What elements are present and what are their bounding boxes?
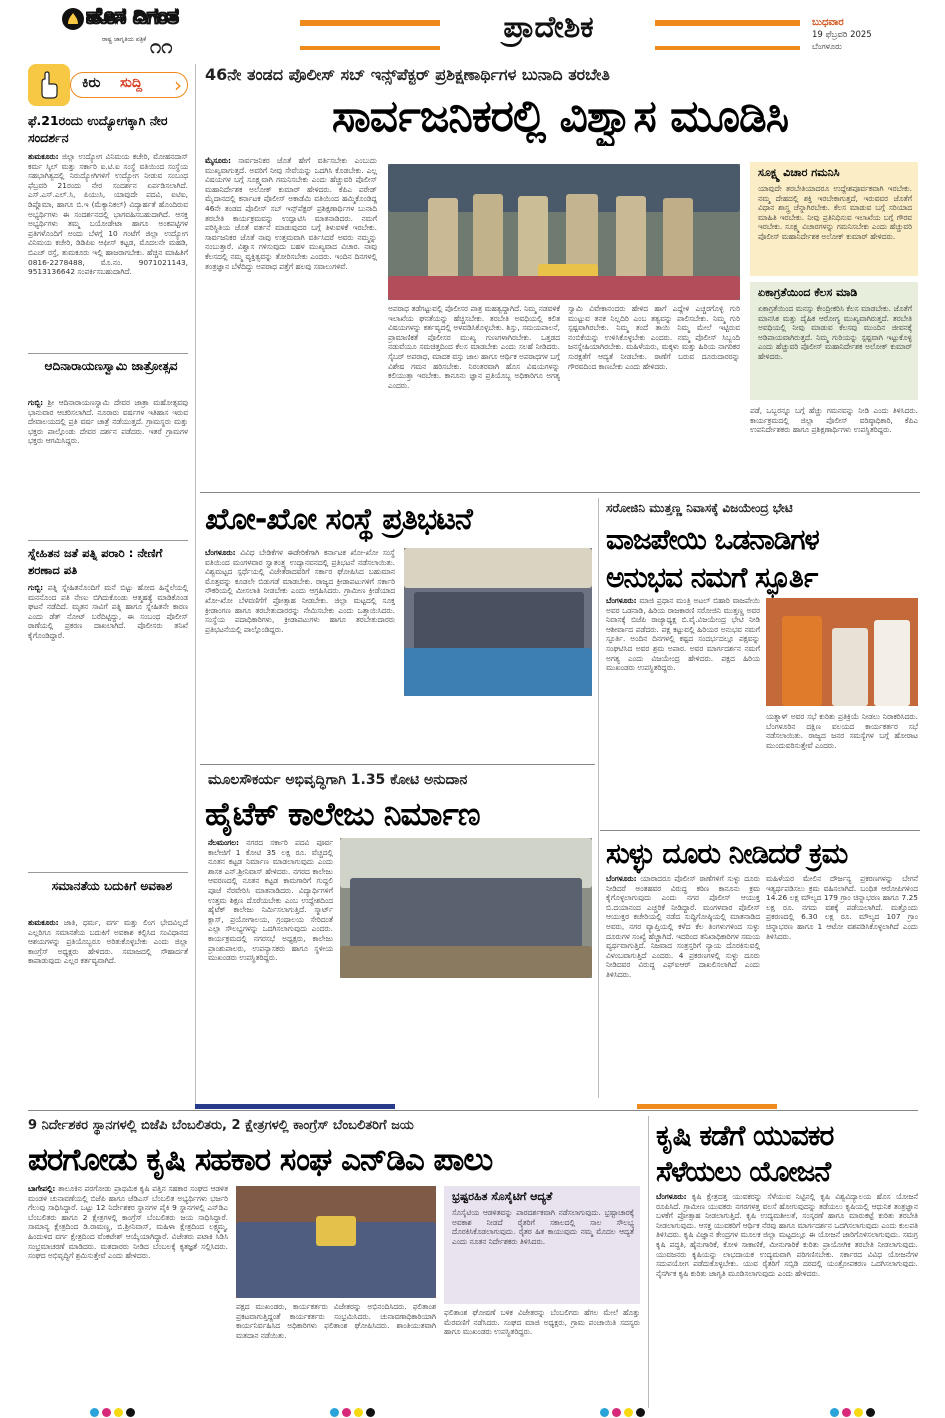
brief-dateline: ತುಮಕೂರು: bbox=[28, 918, 59, 927]
brief-3 bbox=[28, 545, 188, 870]
page-number: ೧೧ bbox=[150, 34, 173, 58]
divider bbox=[28, 540, 188, 541]
registration-dot-magenta bbox=[842, 1408, 851, 1417]
kirusuddi-badge bbox=[28, 64, 188, 106]
logo-text: ಹೊಸ ದಿಗಂತ bbox=[86, 4, 179, 28]
registration-dot-magenta bbox=[612, 1408, 621, 1417]
sullu-col-2: ಮಹಿಳೆಯರ ಮೇಲಿನ ದೌರ್ಜನ್ಯ ಪ್ರಕರಣಗಳನ್ನು ಬೇಗನೆ ಇತ್ಯರ್ಥಪಡಿಸಲು ಕ್ರಮ ವಹಿಸಲಾಗಿದೆ. ಬಂಧಿತ ಆರೋಪಿಗಳಿಂದ 14.26 ಲಕ್ಷ ಮೌಲ್ಯದ 179 ಗ್ರಾಂ ಚಿನ್ನಾಭರಣ ಹಾಗೂ 7.25 ಲಕ್ಷ ರೂ. ನಗದು ವಶಕ್ಕೆ ಪಡೆಯಲಾಗಿದೆ. ಮತ್ತೊಂದು ಪ್ರಕರಣದಲ್ಲಿ 6.30 ಲಕ್ಷ ರೂ. ಮೌಲ್ಯದ 107 ಗ್ರಾಂ ಚಿನ್ನಾಭರಣ ಹಾಗೂ 1 ಆಟೋ ವಶಪಡಿಸಿಕೊಳ್ಳಲಾಗಿದೆ ಎಂದು ತಿಳಿಸಿದರು. bbox=[766, 874, 918, 941]
brief-text: ಜಾತಿ, ಧರ್ಮ, ವರ್ಗ ಮತ್ತು ಲಿಂಗ ಭೇದವಿಲ್ಲದೆ ಎಲ್ಲರಿಗೂ ಸಮಾನತೆಯ ಬದುಕಿಗೆ ಅವಕಾಶ ಕಲ್ಪಿಸಿದ ಸಂವಿಧಾನದ ಆಶಯಗಳನ್ನು ಪ್ರತಿಯೊಬ್ಬರೂ ಅರಿತುಕೊಳ್ಳಬೇಕು ಎಂದು ಜಿಲ್ಲಾ ಕಾಂಗ್ರೆಸ್ ಅಧ್ಯಕ್ಷರು ಹೇಳಿದರು. ಸಮಾಜದಲ್ಲಿ ಸೌಹಾರ್ದತೆ ಕಾಪಾಡುವುದು ಎಲ್ಲರ ಕರ್ತವ್ಯವಾಗಿದೆ. bbox=[28, 918, 188, 966]
registration-dot-black bbox=[366, 1408, 375, 1417]
section-rule bbox=[28, 1110, 918, 1111]
stage-floor bbox=[388, 276, 740, 300]
uniform-figure bbox=[616, 196, 646, 278]
divider bbox=[28, 353, 188, 354]
brief-title: ಸ್ನೇಹಿತನ ಜತೆ ಪತ್ನಿ ಪರಾರಿ : ನೇಣಿಗೆ ಶರಣಾದ ಪತಿ bbox=[28, 546, 163, 577]
logo-icon bbox=[62, 8, 84, 30]
divider bbox=[28, 872, 188, 873]
lead-col-2: ಅಪರಾಧ ತಡೆಗಟ್ಟುವಲ್ಲಿ ಪೊಲೀಸರ ಪಾತ್ರ ಮಹತ್ವದ್ದಾಗಿದೆ. ನಿಮ್ಮ ನಡವಳಿಕೆ ಇಲಾಖೆಯ ಘನತೆಯನ್ನು ಹೆಚ್ಚಿಸಬೇಕು. ತರಬೇತಿ ಅವಧಿಯಲ್ಲಿ ಕಲಿತ ವಿಷಯಗಳನ್ನು ಕರ್ತವ್ಯದಲ್ಲಿ ಅಳವಡಿಸಿಕೊಳ್ಳಬೇಕು. ಶಿಸ್ತು, ಸಮಯಪಾಲನೆ, ಪ್ರಾಮಾಣಿಕತೆ ಪೊಲೀಸರ ಮುಖ್ಯ ಗುಣಗಳಾಗಿರಬೇಕು. ಒತ್ತಡದ ನಡುವೆಯೂ ಸಮಚಿತ್ತದಿಂದ ಕೆಲಸ ಮಾಡಬೇಕು ಎಂದು ಸಲಹೆ ನೀಡಿದರು. ಸೈಬರ್ ಅಪರಾಧ, ಮಾದಕ ವಸ್ತು ಜಾಲ ಹಾಗೂ ಆರ್ಥಿಕ ಅಪರಾಧಗಳ ಬಗ್ಗೆ ವಿಶೇಷ ಗಮನ ಹರಿಸಬೇಕು. ನಿರಂತರವಾಗಿ ಹೊಸ ವಿಷಯಗಳನ್ನು ಕಲಿಯುತ್ತಾ ಇರಬೇಕು. ಕಾನೂನು ಜ್ಞಾನ ಪ್ರತಿಯೊಬ್ಬ ಅಧಿಕಾರಿಗೂ ಅಗತ್ಯ ಎಂದರು. bbox=[388, 304, 560, 390]
kho-dateline: ಬೆಂಗಳೂರು: bbox=[205, 548, 236, 557]
sangha-photo bbox=[236, 1186, 436, 1298]
vaj-headline-1: ವಾಜಪೇಯಿ ಒಡನಾಡಿಗಳ bbox=[606, 523, 819, 556]
brief-text: ಶ್ರೀ ಆದಿನಾರಾಯಣಸ್ವಾಮಿ ದೇವರ ಜಾತ್ರಾ ಮಹೋತ್ಸವವು ಭಾನುವಾರ ಆಚರಿಸಲಾಗಿದೆ. ನೂರಾರು ವರ್ಷಗಳ ಇತಿಹಾಸ ಇರುವ ದೇವಾಲಯದಲ್ಲಿ ಪ್ರತಿ ವರ್ಷ ಜಾತ್ರೆ ನಡೆಯುತ್ತದೆ. ಗ್ರಾಮಸ್ಥರು ಮತ್ತು ಭಕ್ತರು ಪಾಲ್ಗೊಂಡು ದೇವರ ದರ್ಶನ ಪಡೆದರು. ಇತರೆ ಗ್ರಾಮಗಳ ಭಕ್ತರು ಆಗಮಿಸಿದ್ದರು. bbox=[28, 398, 188, 446]
column-rule bbox=[195, 64, 196, 1104]
side-box-1 bbox=[750, 162, 918, 276]
lead-col-4: ಪಡೆ, ಒಬ್ಬರನ್ನೂ ಬಗ್ಗೆ ಹೆಚ್ಚು ಗಮನವನ್ನು ನೀಡಿ ಎಂದು ತಿಳಿಸಿದರು. ಕಾರ್ಯಕ್ರಮದಲ್ಲಿ ಜಿಲ್ಲಾ ಪೊಲೀಸ್ ವರಿಷ್ಠಾಧಿಕಾರಿ, ಕೆಪಿಎ ಉಪನಿರ್ದೇಶಕರು ಹಾಗೂ ಪ್ರಶಿಕ್ಷಣಾರ್ಥಿಗಳು ಉಪಸ್ಥಿತರಿದ್ದರು. bbox=[750, 406, 918, 435]
color-strip-orange bbox=[637, 1104, 777, 1109]
brief-4 bbox=[28, 878, 188, 1096]
uniform-figure bbox=[663, 198, 693, 278]
brief-dateline: ಗುಬ್ಬಿ: bbox=[28, 583, 44, 592]
uniform-figure bbox=[428, 198, 458, 278]
kho-photo bbox=[404, 548, 592, 696]
kho-headline: ಖೋ-ಖೋ ಸಂಸ್ಥೆ ಪ್ರತಿಭಟನೆ bbox=[205, 502, 472, 537]
sangha-headline: ಪರಗೋಡು ಕೃಷಿ ಸಹಕಾರ ಸಂಘ ಎನ್‌ಡಿಎ ಪಾಲು bbox=[28, 1142, 493, 1178]
sangha-text: ತಾಲೂಕಿನ ಪರಗೋಡು ಪ್ರಾಥಮಿಕ ಕೃಷಿ ಪತ್ತಿನ ಸಹಕಾರ ಸಂಘದ ಆಡಳಿತ ಮಂಡಳಿ ಚುನಾವಣೆಯಲ್ಲಿ ಬಿಜೆಪಿ ಹಾಗೂ ಜೆಡಿಎಸ್ ಬೆಂಬಲಿತ ಅಭ್ಯರ್ಥಿಗಳು ಭರ್ಜರಿ ಗೆಲುವು ಸಾಧಿಸಿದ್ದಾರೆ. ಒಟ್ಟು 12 ನಿರ್ದೇಶಕರ ಸ್ಥಾನಗಳ ಪೈಕಿ 9 ಸ್ಥಾನಗಳಲ್ಲಿ ಎನ್‌ಡಿಎ ಬೆಂಬಲಿತರು ಹಾಗೂ 2 ಕ್ಷೇತ್ರಗಳಲ್ಲಿ ಕಾಂಗ್ರೆಸ್ ಬೆಂಬಲಿತರು ಜಯ ಸಾಧಿಸಿದ್ದಾರೆ. ಸಾಮಾನ್ಯ ಕ್ಷೇತ್ರದಿಂದ ಡಿ.ರಾಮಣ್ಣ, ಬಿ.ಶ್ರೀನಿವಾಸ್, ಮಹಿಳಾ ಕ್ಷೇತ್ರದಿಂದ ಲಕ್ಷ್ಮಮ್ಮ, ಹಿಂದುಳಿದ ವರ್ಗ ಕ್ಷೇತ್ರದಿಂದ ವೆಂಕಟೇಶ್ ಆಯ್ಕೆಯಾಗಿದ್ದಾರೆ. ವಿಜೇತರು ಪಟಾಕಿ ಸಿಡಿಸಿ ಸಂಭ್ರಮಾಚರಣೆ ಮಾಡಿದರು. ಮತದಾರರು ನೀಡಿದ ಬೆಂಬಲಕ್ಕೆ ಕೃತಜ್ಞತೆ ಸಲ್ಲಿಸಿದರು. ಸಂಘದ ಅಭಿವೃದ್ಧಿಗೆ ಶ್ರಮಿಸುತ್ತೇವೆ ಎಂದು ಹೇಳಿದರು. bbox=[28, 1184, 228, 1261]
sullu-headline: ಸುಳ್ಳು ದೂರು ನೀಡಿದರೆ ಕ್ರಮ bbox=[606, 837, 848, 870]
column-rule bbox=[648, 1116, 649, 1408]
person bbox=[832, 628, 868, 706]
crowd-front bbox=[404, 648, 592, 696]
brief-text: ಜಿಲ್ಲಾ ಉದ್ಯೋಗ ವಿನಿಮಯ ಕಚೇರಿ, ಮೋಹನದಾಸ್ ಕರ್ಮ ಸ್ಕಿಲ್ ಮತ್ತು ಸರ್ಕಾರಿ ಐ.ಟಿ.ಐ ಸಂಸ್ಥೆ ವತಿಯಿಂದ ಸಂಸ್ಥೆಯ ಸಹಭಾಗಿತ್ವದಲ್ಲಿ ನಿರುದ್ಯೋಗಿಗಳಿಗೆ ಉದ್ಯೋಗ ನೀಡುವ ಸಂಬಂಧ ಫೆಬ್ರವರಿ 21ರಂದು ನೇರ ಸಂದರ್ಶನ ಏರ್ಪಡಿಸಲಾಗಿದೆ. ಎಸ್‌.ಎಸ್‌.ಎಲ್‌.ಸಿ, ಪಿಯುಸಿ, ಯಾವುದೇ ಪದವಿ, ಐಟಿಐ, ಡಿಪ್ಲೊಮಾ, ಹಾಗೂ ಬಿ.ಇ (ಮೆಕ್ಯಾನಿಕಲ್) ವಿದ್ಯಾರ್ಹತೆ ಹೊಂದಿರುವ ಅಭ್ಯರ್ಥಿಗಳು ಈ ಸಂದರ್ಶನದಲ್ಲಿ ಭಾಗವಹಿಸಬಹುದಾಗಿದೆ. ಆಸಕ್ತ ಅಭ್ಯರ್ಥಿಗಳು ತಮ್ಮ ಬಯೋಡೇಟಾ ಹಾಗೂ ಅಂಕಪಟ್ಟಿಗಳ ಪ್ರತಿಗಳೊಂದಿಗೆ ಅಂದು ಬೆಳಗ್ಗೆ 10 ಗಂಟೆಗೆ ಜಿಲ್ಲಾ ಉದ್ಯೋಗ ವಿನಿಮಯ ಕಚೇರಿ, ಡಿಡಿಪಿಐ ಆಫೀಸ್ ಕಟ್ಟಡ, ಮೊದಲನೇ ಮಹಡಿ, ಬಿಎಚ್ ರಸ್ತೆ, ತುಮಕೂರು ಇಲ್ಲಿ ಹಾಜರಾಗಬೇಕು. ಹೆಚ್ಚಿನ ಮಾಹಿತಿಗೆ 0816-2278488, ಮೊ.ನಂ. 9071021143, 9513136642 ಸಂಪರ್ಕಿಸಬಹುದಾಗಿದೆ. bbox=[28, 152, 188, 277]
logo-tagline: ರಾಷ್ಟ್ರ ಜಾಗೃತಿಯ ಪತ್ರಿಕೆ bbox=[102, 36, 147, 43]
registration-dot-black bbox=[866, 1408, 875, 1417]
lead-col-3: ಸ್ವಾಮಿ ವಿವೇಕಾನಂದರು ಹೇಳಿದ ಹಾಗೆ ಎದ್ದೇಳಿ ಎಚ್ಚರಗೊಳ್ಳಿ ಗುರಿ ಮುಟ್ಟುವ ತನಕ ನಿಲ್ಲದಿರಿ ಎಂಬ ತತ್ವವನ್ನು ಪಾಲಿಸಬೇಕು. ನಿಮ್ಮ ಗುರಿ ಸ್ಪಷ್ಟವಾಗಿರಬೇಕು. ನಿಮ್ಮ ತಂದೆ ತಾಯಿ ನಿಮ್ಮ ಮೇಲೆ ಇಟ್ಟಿರುವ ನಂಬಿಕೆಯನ್ನು ಉಳಿಸಿಕೊಳ್ಳಬೇಕು ಎಂದರು. ನಮ್ಮ ಪೊಲೀಸ್ ಸಿಬ್ಬಂದಿ ಜನಸ್ನೇಹಿಯಾಗಿರಬೇಕು. ಮಹಿಳೆಯರು, ಮಕ್ಕಳು ಮತ್ತು ಹಿರಿಯ ನಾಗರಿಕರ ಸುರಕ್ಷತೆಗೆ ಆದ್ಯತೆ ನೀಡಬೇಕು. ಠಾಣೆಗೆ ಬರುವ ದೂರುದಾರರನ್ನು ಗೌರವದಿಂದ ಕಾಣಬೇಕು ಎಂದು ಹೇಳಿದರು. bbox=[568, 304, 740, 371]
bhrasht-box bbox=[444, 1186, 640, 1304]
kirusuddi-label-a: ಕಿರು bbox=[82, 75, 101, 91]
registration-dot-cyan bbox=[90, 1408, 99, 1417]
sangha-col-1 bbox=[28, 1184, 228, 1408]
sullu-col-1 bbox=[606, 874, 760, 1096]
sullu-text: ಯಾರಾದರೂ ಪೊಲೀಸ್ ಠಾಣೆಗಳಿಗೆ ಸುಳ್ಳು ದೂರು ನೀಡಿದರೆ ಅಂತಹವರ ವಿರುದ್ಧ ಕಠಿಣ ಕಾನೂನು ಕ್ರಮ ಕೈಗೊಳ್ಳಲಾಗುವುದು ಎಂದು ನಗರ ಪೊಲೀಸ್ ಆಯುಕ್ತ ಬಿ.ದಯಾನಂದ ಎಚ್ಚರಿಕೆ ನೀಡಿದ್ದಾರೆ. ಮಂಗಳವಾರ ಪೊಲೀಸ್ ಆಯುಕ್ತರ ಕಚೇರಿಯಲ್ಲಿ ನಡೆದ ಸುದ್ದಿಗೋಷ್ಠಿಯಲ್ಲಿ ಮಾತನಾಡಿದ ಅವರು, ನಗರ ವ್ಯಾಪ್ತಿಯಲ್ಲಿ ಕಳೆದ ಕೆಲ ತಿಂಗಳುಗಳಿಂದ ಸುಳ್ಳು ದೂರುಗಳ ಸಂಖ್ಯೆ ಹೆಚ್ಚಾಗಿದೆ. ಇದರಿಂದ ತನಿಖಾಧಿಕಾರಿಗಳ ಸಮಯ ವ್ಯರ್ಥವಾಗುತ್ತಿದೆ. ನಿಜವಾದ ಸಂತ್ರಸ್ತರಿಗೆ ನ್ಯಾಯ ದೊರಕಿಸುವಲ್ಲಿ ವಿಳಂಬವಾಗುತ್ತಿದೆ ಎಂದರು. 4 ಪ್ರಕರಣಗಳಲ್ಲಿ ಸುಳ್ಳು ದೂರು ನೀಡಿದವರ ವಿರುದ್ಧ ಎಫ್‌ಐಆರ್ ದಾಖಲಿಸಲಾಗಿದೆ ಎಂದು ತಿಳಿಸಿದರು. bbox=[606, 874, 760, 979]
weekday: ಬುಧವಾರ bbox=[812, 17, 844, 28]
lead-headline: ಸಾರ್ವಜನಿಕರಲ್ಲಿ ವಿಶ್ವಾಸ ಮೂಡಿಸಿ bbox=[331, 91, 789, 142]
kho-text: ವಿವಿಧ ಬೇಡಿಕೆಗಳ ಈಡೇರಿಕೆಗಾಗಿ ಕರ್ನಾಟಕ ಖೋ-ಖೋ ಸಂಸ್ಥೆ ವತಿಯಿಂದ ಮಂಗಳವಾರ ಸ್ವಾತಂತ್ರ್ಯ ಉದ್ಯಾನವನದಲ್ಲಿ ಪ್ರತಿಭಟನೆ ನಡೆಸಲಾಯಿತು. ವಿಶ್ವಮಟ್ಟದ ಸ್ಪರ್ಧೆಯಲ್ಲಿ ವಿಜೇತರಾದವರಿಗೆ ಸರ್ಕಾರ ಘೋಷಿಸಿದ ಬಹುಮಾನ ಮೊತ್ತವನ್ನು ಕೂಡಲೇ ಬಿಡುಗಡೆ ಮಾಡಬೇಕು. ರಾಜ್ಯದ ಕ್ರೀಡಾಪಟುಗಳಿಗೆ ಸರ್ಕಾರಿ ನೌಕರಿಯಲ್ಲಿ ಮೀಸಲಾತಿ ನೀಡಬೇಕು ಎಂದು ಆಗ್ರಹಿಸಿದರು. ಗ್ರಾಮೀಣ ಕ್ರೀಡೆಯಾದ ಖೋ-ಖೋ ಬೆಳವಣಿಗೆಗೆ ಪ್ರೋತ್ಸಾಹ ನೀಡಬೇಕು. ಜಿಲ್ಲಾ ಮಟ್ಟದಲ್ಲಿ ಸೂಕ್ತ ಕ್ರೀಡಾಂಗಣ ಹಾಗೂ ತರಬೇತುದಾರರನ್ನು ನೇಮಿಸಬೇಕು ಎಂದು ಒತ್ತಾಯಿಸಿದರು. ಸಂಸ್ಥೆಯ ಪದಾಧಿಕಾರಿಗಳು, ಕ್ರೀಡಾಪಟುಗಳು ಹಾಗೂ ತರಬೇತುದಾರರು ಪ್ರತಿಭಟನೆಯಲ್ಲಿ ಪಾಲ್ಗೊಂಡಿದ್ದರು. bbox=[205, 548, 395, 634]
col-text: ನಗರದ ಸರ್ಕಾರಿ ಪದವಿ ಪೂರ್ವ ಕಾಲೇಜಿಗೆ 1 ಕೋಟಿ 35 ಲಕ್ಷ ರೂ. ವೆಚ್ಚದಲ್ಲಿ ನೂತನ ಕಟ್ಟಡ ನಿರ್ಮಾಣ ಮಾಡಲಾಗುವುದು ಎಂದು ಶಾಸಕ ಎನ್.ಶ್ರೀನಿವಾಸ್ ಹೇಳಿದರು. ನಗರದ ಕಾಲೇಜು ಆವರಣದಲ್ಲಿ ನೂತನ ಕಟ್ಟಡ ಕಾಮಗಾರಿಗೆ ಗುದ್ದಲಿ ಪೂಜೆ ನೆರವೇರಿಸಿ ಮಾತನಾಡಿದರು. ವಿದ್ಯಾರ್ಥಿಗಳಿಗೆ ಉತ್ತಮ ಶಿಕ್ಷಣ ದೊರೆಯಬೇಕು ಎಂಬ ಉದ್ದೇಶದಿಂದ ಹೈಟೆಕ್ ಕಾಲೇಜು ನಿರ್ಮಿಸಲಾಗುತ್ತಿದೆ. ಸ್ಮಾರ್ಟ್ ಕ್ಲಾಸ್, ಪ್ರಯೋಗಾಲಯ, ಗ್ರಂಥಾಲಯ ಸೇರಿದಂತೆ ಎಲ್ಲಾ ಸೌಲಭ್ಯಗಳನ್ನು ಒದಗಿಸಲಾಗುವುದು ಎಂದರು. ಕಾರ್ಯಕ್ರಮದಲ್ಲಿ ನಗರಸಭೆ ಅಧ್ಯಕ್ಷರು, ಕಾಲೇಜು ಪ್ರಾಂಶುಪಾಲರು, ಉಪನ್ಯಾಸಕರು ಹಾಗೂ ಸ್ಥಳೀಯ ಮುಖಂಡರು ಉಪಸ್ಥಿತರಿದ್ದರು. bbox=[208, 838, 333, 963]
brief-2 bbox=[28, 358, 188, 538]
registration-dot-yellow bbox=[854, 1408, 863, 1417]
section-title: ಪ್ರಾದೇಶಿಕ bbox=[503, 10, 594, 45]
brief-title: ಫೆ.21ರಂದು ಉದ್ಯೋಗಕ್ಕಾಗಿ ನೇರ ಸಂದರ್ಶನ bbox=[28, 113, 168, 145]
bhrasht-title: ಭ್ರಷ್ಟರಹಿತ ಸೊಸೈಟಿಗೆ ಆದ್ಯತೆ bbox=[452, 1190, 553, 1203]
registration-dot-black bbox=[126, 1408, 135, 1417]
registration-dot-yellow bbox=[624, 1408, 633, 1417]
kho-col-2 bbox=[404, 700, 592, 748]
krishi-text: ಕೃಷಿ ಕ್ಷೇತ್ರದತ್ತ ಯುವಕರನ್ನು ಸೆಳೆಯುವ ನಿಟ್ಟಿನಲ್ಲಿ ಕೃಷಿ ವಿಶ್ವವಿದ್ಯಾಲಯ ಹೊಸ ಯೋಜನೆ ರೂಪಿಸಿದೆ. ಗ್ರಾಮೀಣ ಯುವಕರು ನಗರಗಳತ್ತ ವಲಸೆ ಹೋಗುವುದನ್ನು ತಡೆಯಲು ಕೃಷಿಯಲ್ಲಿ ಆಧುನಿಕ ತಂತ್ರಜ್ಞಾನ ಬಳಕೆಗೆ ಪ್ರೋತ್ಸಾಹ ನೀಡಲಾಗುತ್ತಿದೆ. ಕೃಷಿ ಉದ್ಯಮಶೀಲತೆ, ಸಂಸ್ಕರಣೆ ಹಾಗೂ ಮಾರುಕಟ್ಟೆ ಕುರಿತು ತರಬೇತಿ ನೀಡಲಾಗುವುದು. ಆಸಕ್ತ ಯುವಕರಿಗೆ ಆರ್ಥಿಕ ನೆರವು ಹಾಗೂ ಮಾರ್ಗದರ್ಶನ ಒದಗಿಸಲಾಗುವುದು ಎಂದು ಕುಲಪತಿ ತಿಳಿಸಿದರು. ಕೃಷಿ ವಿಜ್ಞಾನ ಕೇಂದ್ರಗಳ ಮೂಲಕ ಜಿಲ್ಲಾ ಮಟ್ಟದಲ್ಲೂ ಈ ಯೋಜನೆ ಜಾರಿಗೊಳಿಸಲಾಗುವುದು. ಸಮಗ್ರ ಕೃಷಿ ಪದ್ಧತಿ, ಹೈನುಗಾರಿಕೆ, ಕೋಳಿ ಸಾಕಾಣಿಕೆ, ಮೀನುಗಾರಿಕೆ ಕುರಿತು ಪ್ರಾಯೋಗಿಕ ತರಬೇತಿ ನೀಡಲಾಗುವುದು. ಯುವಜನರು ಕೃಷಿಯನ್ನು ಲಾಭದಾಯಕ ಉದ್ಯಮವಾಗಿ ಪರಿಗಣಿಸಬೇಕು. ಸರ್ಕಾರದ ವಿವಿಧ ಯೋಜನೆಗಳ ಸದುಪಯೋಗ ಪಡೆದುಕೊಳ್ಳಬೇಕು. ಯುವ ರೈತರಿಗೆ ಸಬ್ಸಿಡಿ ದರದಲ್ಲಿ ಯಂತ್ರೋಪಕರಣ ಒದಗಿಸಲಾಗುವುದು. ನೈಸರ್ಗಿಕ ಕೃಷಿ ಕುರಿತು ಜಾಗೃತಿ ಮೂಡಿಸಲಾಗುವುದು ಎಂದು ಹೇಳಿದರು. bbox=[656, 1192, 918, 1278]
krishi-dateline: ಬೆಂಗಳೂರು: bbox=[656, 1192, 687, 1201]
registration-dot-magenta bbox=[102, 1408, 111, 1417]
person bbox=[782, 616, 822, 706]
edition-city: ಬೆಂಗಳೂರು bbox=[812, 42, 842, 51]
side-box-title: ಸೂಕ್ಷ್ಮ ವಿಚಾರ ಗಮನಿಸಿ bbox=[758, 166, 840, 179]
sangha-dateline: ಬಾಗೇಪಲ್ಲಿ: bbox=[28, 1184, 56, 1193]
side-box-title: ಏಕಾಗ್ರತೆಯಿಂದ ಕೆಲಸ ಮಾಡಿ bbox=[758, 286, 858, 299]
krishi-headline-2: ಸೆಳೆಯಲು ಯೋಜನೆ bbox=[656, 1155, 831, 1188]
column-rule bbox=[598, 498, 599, 1098]
brief-body bbox=[28, 152, 188, 348]
registration-dot-black bbox=[636, 1408, 645, 1417]
ground bbox=[340, 946, 592, 978]
lead-kicker: 46ನೇ ತಂಡದ ಪೊಲೀಸ್ ಸಬ್ ಇನ್ಸ್‌ಪೆಕ್ಟರ್ ಪ್ರಶಿಕ್ಷಣಾರ್ಥಿಗಳ ಬುನಾದಿ ತರಬೇತಿ bbox=[205, 65, 610, 84]
brief-title: ಸಮಾನತೆಯ ಬದುಕಿಗೆ ಅವಕಾಶ bbox=[51, 879, 173, 893]
crowd bbox=[414, 592, 584, 652]
col-headline: ಹೈಟೆಕ್ ಕಾಲೇಜು ನಿರ್ಮಾಣ bbox=[205, 795, 480, 833]
sullu-dateline: ಬೆಂಗಳೂರು: bbox=[606, 874, 637, 883]
garland bbox=[316, 1216, 356, 1246]
vaj-caption: ಯತ್ನಾಳ್ ಅವರ ಸಭೆ ಕುರಿತು ಪ್ರತಿಕ್ರಿಯೆ ನೀಡಲು ನಿರಾಕರಿಸಿದರು. ಬೆಂಗಳೂರಿನ ದಕ್ಷಿಣ ವಲಯದ ಕಾರ್ಯಕರ್ತರ ಸಭೆ ನಡೆಸಲಾಯಿತು. ರಾಜ್ಯದ ಜನರ ಸಮಸ್ಯೆಗಳ ಬಗ್ಗೆ ಹೋರಾಟ ಮುಂದುವರಿಸುತ್ತೇವೆ ಎಂದರು. bbox=[766, 712, 918, 750]
brief-1 bbox=[28, 112, 188, 350]
section-rule bbox=[600, 830, 920, 831]
sangha-col-2: ಪಕ್ಷದ ಮುಖಂಡರು, ಕಾರ್ಯಕರ್ತರು ವಿಜೇತರನ್ನು ಅಭಿನಂದಿಸಿದರು. ಫಲಿತಾಂಶ ಪ್ರಕಟವಾಗುತ್ತಿದ್ದಂತೆ ಕಾರ್ಯಕರ್ತರು ಸಂಭ್ರಮಿಸಿದರು. ಚುನಾವಣಾಧಿಕಾರಿಯಾಗಿ ಕಾರ್ಯನಿರ್ವಹಿಸಿದ ಅಧಿಕಾರಿಗಳು ಫಲಿತಾಂಶ ಘೋಷಿಸಿದರು. ಶಾಂತಿಯುತವಾಗಿ ಮತದಾನ ನಡೆಯಿತು. bbox=[236, 1302, 436, 1340]
bhrasht-text: ಸೊಸೈಟಿಯ ಆಡಳಿತವನ್ನು ಪಾರದರ್ಶಕವಾಗಿ ನಡೆಸಲಾಗುವುದು. ಭ್ರಷ್ಟಾಚಾರಕ್ಕೆ ಅವಕಾಶ ನೀಡದೆ ರೈತರಿಗೆ ಸಕಾಲದಲ್ಲಿ ಸಾಲ ಸೌಲಭ್ಯ ದೊರಕಿಸಿಕೊಡಲಾಗುವುದು. ರೈತರ ಹಿತ ಕಾಯುವುದು ನಮ್ಮ ಮೊದಲ ಆದ್ಯತೆ ಎಂದು ನೂತನ ನಿರ್ದೇಶಕರು ತಿಳಿಸಿದರು. bbox=[452, 1208, 634, 1246]
registration-dot-yellow bbox=[354, 1408, 363, 1417]
sangha-col-3: ಫಲಿತಾಂಶ ಘೋಷಣೆ ಬಳಿಕ ವಿಜೇತರನ್ನು ಬೆಂಬಲಿಗರು ಹೆಗಲ ಮೇಲೆ ಹೊತ್ತು ಮೆರವಣಿಗೆ ನಡೆಸಿದರು. ಸಂಘದ ಮಾಜಿ ಅಧ್ಯಕ್ಷರು, ಗ್ರಾಮ ಪಂಚಾಯಿತಿ ಸದಸ್ಯರು ಹಾಗೂ ಮುಖಂಡರು ಉಪಸ್ಥಿತರಿದ್ದರು. bbox=[444, 1308, 640, 1337]
section-rule bbox=[200, 764, 595, 765]
brief-body bbox=[28, 583, 188, 868]
brief-dateline: ಗುಬ್ಬಿ: bbox=[28, 398, 44, 407]
color-strip-blue bbox=[195, 1104, 395, 1109]
vaj-body bbox=[606, 596, 760, 826]
kirusuddi-label-b: ಸುದ್ದಿ bbox=[120, 75, 143, 91]
group bbox=[350, 878, 582, 948]
lead-photo bbox=[388, 164, 740, 300]
kho-col-1 bbox=[205, 548, 395, 748]
chevron-icon: › bbox=[174, 73, 182, 97]
vaj-kicker: ಸರೋಜಿನಿ ಮುತ್ತಣ್ಣ ನಿವಾಸಕ್ಕೆ ವಿಜಯೇಂದ್ರ ಭೇಟಿ bbox=[606, 501, 793, 515]
registration-dot-cyan bbox=[830, 1408, 839, 1417]
side-box-2 bbox=[750, 282, 918, 400]
protest-banner bbox=[404, 548, 592, 588]
section-rule bbox=[200, 492, 920, 493]
krishi-headline-1: ಕೃಷಿ ಕಡೆಗೆ ಯುವಕರ bbox=[656, 1119, 834, 1152]
brief-body bbox=[28, 398, 188, 534]
lead-col-1 bbox=[205, 156, 377, 486]
brief-title: ಆದಿನಾರಾಯಣಸ್ವಾಮಿ ಜಾತ್ರೋತ್ಸವ bbox=[44, 359, 178, 373]
col-kicker: ಮೂಲಸೌಕರ್ಯ ಅಭಿವೃದ್ಧಿಗಾಗಿ 1.35 ಕೋಟಿ ಅನುದಾನ bbox=[208, 772, 468, 788]
sangha-kicker: 9 ನಿರ್ದೇಶಕರ ಸ್ಥಾನಗಳಲ್ಲಿ ಬಿಜೆಪಿ ಬೆಂಬಲಿತರು, 2 ಕ್ಷೇತ್ರಗಳಲ್ಲಿ ಕಾಂಗ್ರೆಸ್ ಬೆಂಬಲಿತರಿಗೆ ಜಯ bbox=[28, 1118, 414, 1133]
brief-dateline: ತುಮಕೂರು: bbox=[28, 152, 59, 161]
lead-text-1: ಸಾರ್ವಜನಿಕರ ಜೊತೆ ಹೇಗೆ ವರ್ತಿಸಬೇಕು ಎಂಬುದು ಮುಖ್ಯವಾಗುತ್ತದೆ. ಅವರಿಗೆ ನೀವು ಸೇವೆಯನ್ನು ಒದಗಿಸಿ ಕೊಡಬೇಕು. ಎಲ್ಲ ವಿಷಯಗಳ ಬಗ್ಗೆ ಸೂಕ್ಷ್ಮವಾಗಿ ಗಮನಿಸಬೇಕು ಎಂದು ಹೆಚ್ಚುವರಿ ಪೊಲೀಸ್ ಮಹಾನಿರ್ದೇಶಕ ಅಲೋಕ್ ಕುಮಾರ್ ಹೇಳಿದರು. ಕೆಪಿಎ ಪರೇಡ್ ಮೈದಾನದಲ್ಲಿ ಕರ್ನಾಟಕ ಪೊಲೀಸ್ ಅಕಾಡೆಮಿ ವತಿಯಿಂದ ಹಮ್ಮಿಕೊಂಡಿದ್ದ 46ನೇ ತಂಡದ ಪೊಲೀಸ್ ಸಬ್ ಇನ್ಸ್‌ಪೆಕ್ಟರ್ ಪ್ರಶಿಕ್ಷಣಾರ್ಥಿಗಳ ಬುನಾದಿ ತರಬೇತಿ ಕಾರ್ಯಕ್ರಮವನ್ನು ಉದ್ಘಾಟಿಸಿ ಮಾತನಾಡಿದರು. ನಮಗೆ ಪರಿಸ್ಥಿತಿಯ ಜೊತೆ ವರ್ತನೆ ಮಾಡುವುದರ ಬಗ್ಗೆ ತಿಳುವಳಿಕೆ ಇರಬೇಕು. ಸಾರ್ವಜನಿಕರ ಜೊತೆ ನಾವು ಉತ್ತಮವಾಗಿ ವರ್ತಿಸಿದರೆ ಅವರು ನಮ್ಮನ್ನು ನಂಬುತ್ತಾರೆ. ವಿಶ್ವಾಸ ಗಳಿಸುವುದು ಬಹಳ ಮುಖ್ಯವಾದ ವಿಚಾರ. ನಾವು ಕೆಲಸದಲ್ಲಿ ನಮ್ಮ ವ್ಯಕ್ತಿತ್ವವನ್ನು ತೋರಿಸಬೇಕು ಎಂದರು. ಇಂದಿನ ದಿನಗಳಲ್ಲಿ ತಂತ್ರಜ್ಞಾನ ಬೆಳೆದಿದ್ದು ಅಪರಾಧ ಪತ್ತೆಗೆ ಹಲವು ಸವಾಲುಗಳಿವೆ. bbox=[205, 156, 377, 271]
brief-text: ಪತ್ನಿ ಸ್ನೇಹಿತನೊಂದಿಗೆ ಮನೆ ಬಿಟ್ಟು ಹೋದ ಹಿನ್ನೆಲೆಯಲ್ಲಿ ಮನನೊಂದ ಪತಿ ನೇಣು ಬಿಗಿದುಕೊಂಡು ಆತ್ಮಹತ್ಯೆ ಮಾಡಿಕೊಂಡ ಘಟನೆ ನಡೆದಿದೆ. ಮೃತನ ಸಾವಿಗೆ ಪತ್ನಿ ಹಾಗೂ ಸ್ನೇಹಿತನೇ ಕಾರಣ ಎಂದು ಡೆತ್ ನೋಟ್ ಬರೆದಿಟ್ಟಿದ್ದು, ಈ ಸಂಬಂಧ ಪೊಲೀಸ್ ಠಾಣೆಯಲ್ಲಿ ಪ್ರಕರಣ ದಾಖಲಾಗಿದೆ. ಪೊಲೀಸರು ತನಿಖೆ ಕೈಗೊಂಡಿದ್ದಾರೆ. bbox=[28, 583, 188, 640]
issue-date: 19 ಫೆಬ್ರವರಿ 2025 bbox=[812, 30, 872, 40]
col-col-2 bbox=[340, 982, 592, 1096]
uniform-figure bbox=[473, 194, 503, 278]
col-dateline: ನೆಲಮಂಗಲ: bbox=[208, 838, 240, 847]
vaj-photo bbox=[766, 598, 918, 706]
vaj-dateline: ಬೆಂಗಳೂರು: bbox=[606, 596, 637, 605]
krishi-body bbox=[656, 1192, 918, 1408]
registration-dot-cyan bbox=[600, 1408, 609, 1417]
col-col-1 bbox=[208, 838, 333, 1096]
lead-dateline: ಮೈಸೂರು: bbox=[205, 156, 231, 165]
person bbox=[874, 620, 910, 706]
registration-dot-cyan bbox=[330, 1408, 339, 1417]
registration-dot-yellow bbox=[114, 1408, 123, 1417]
brief-body bbox=[28, 918, 188, 1094]
registration-dot-magenta bbox=[342, 1408, 351, 1417]
masthead bbox=[0, 0, 945, 60]
vaj-text: ಮಾಜಿ ಪ್ರಧಾನ ಮಂತ್ರಿ ಅಟಲ್ ಬಿಹಾರಿ ವಾಜಪೇಯಿ ಅವರ ಒಡನಾಡಿ, ಹಿರಿಯ ರಾಜಕಾರಣಿ ಸರೋಜಿನಿ ಮುತ್ತಣ್ಣ ಅವರ ನಿವಾಸಕ್ಕೆ ಬಿಜೆಪಿ ರಾಜ್ಯಾಧ್ಯಕ್ಷ ಬಿ.ವೈ.ವಿಜಯೇಂದ್ರ ಭೇಟಿ ನೀಡಿ ಆಶೀರ್ವಾದ ಪಡೆದರು. ಪಕ್ಷ ಕಟ್ಟುವಲ್ಲಿ ಹಿರಿಯರ ಅನುಭವ ನಮಗೆ ಸ್ಫೂರ್ತಿ. ಅಂದಿನ ದಿನಗಳಲ್ಲಿ ಕಷ್ಟದ ಸಂದರ್ಭದಲ್ಲೂ ಪಕ್ಷವನ್ನು ಸಂಘಟಿಸಿದ ಅವರ ಶ್ರಮ ಅಪಾರ. ಅವರ ಮಾರ್ಗದರ್ಶನ ನಮಗೆ ಅಗತ್ಯ ಎಂದು ವಿಜಯೇಂದ್ರ ಹೇಳಿದರು. ಪಕ್ಷದ ಹಿರಿಯ ಮುಖಂಡರು ಉಪಸ್ಥಿತರಿದ್ದರು. bbox=[606, 596, 760, 673]
side-box-text: ಏಕಾಗ್ರತೆಯಿಂದ ಮನಸ್ಸು ಕೇಂದ್ರೀಕರಿಸಿ ಕೆಲಸ ಮಾಡಬೇಕು. ಜೊತೆಗೆ ಮಾನಸಿಕ ಮತ್ತು ದೈಹಿಕ ಆರೋಗ್ಯ ಮುಖ್ಯವಾಗಿರುತ್ತದೆ. ತರಬೇತಿ ಅವಧಿಯಲ್ಲಿ ನೀವು ಮಾಡುವ ಕೆಲಸವು ಮುಂದಿನ ಜೀವನಕ್ಕೆ ಅಡಿಪಾಯವಾಗಿರುತ್ತದೆ. ನಿಮ್ಮ ಗುರಿಯನ್ನು ಸ್ಪಷ್ಟವಾಗಿ ಇಟ್ಟುಕೊಳ್ಳಿ ಎಂದು ಹೆಚ್ಚುವರಿ ಪೊಲೀಸ್ ಮಹಾನಿರ್ದೇಶಕ ಅಲೋಕ್ ಕುಮಾರ್ ಹೇಳಿದರು. bbox=[758, 304, 912, 361]
side-box-text: ಯಾವುದೇ ತರಬೇತಿಯಾದರೂ ಉದ್ದೇಶಪೂರ್ವಕವಾಗಿ ಇರಬೇಕು. ನಮ್ಮ ದೇಹದಲ್ಲಿ ಶಕ್ತಿ ಇರಬೇಕಾಗುತ್ತದೆ, ಇರುವವರ ಜೊತೆಗೆ ವಿಧಾನ ಶಾಸ್ತ್ರ ಚೆನ್ನಾಗಿರಬೇಕು. ಕೆಲಸ ಮಾಡುವ ಬಗ್ಗೆ ಸರಿಯಾದ ಮಾಹಿತಿ ಇರಬೇಕು. ನೀವು ಪ್ರತಿನಿಧಿಸುವ ಇಲಾಖೆಯ ಬಗ್ಗೆ ಗೌರವ ಇರಬೇಕು. ಸೂಕ್ಷ್ಮ ವಿಚಾರಗಳನ್ನು ಗಮನಿಸಬೇಕು ಎಂದು ಹೆಚ್ಚುವರಿ ಪೊಲೀಸ್ ಮಹಾನಿರ್ದೇಶಕ ಅಲೋಕ್ ಕುಮಾರ್ ಹೇಳಿದರು. bbox=[758, 184, 912, 241]
hand-icon bbox=[28, 64, 70, 106]
col-photo bbox=[340, 838, 592, 978]
vaj-headline-2: ಅನುಭವ ನಮಗೆ ಸ್ಫೂರ್ತಿ bbox=[606, 561, 818, 594]
